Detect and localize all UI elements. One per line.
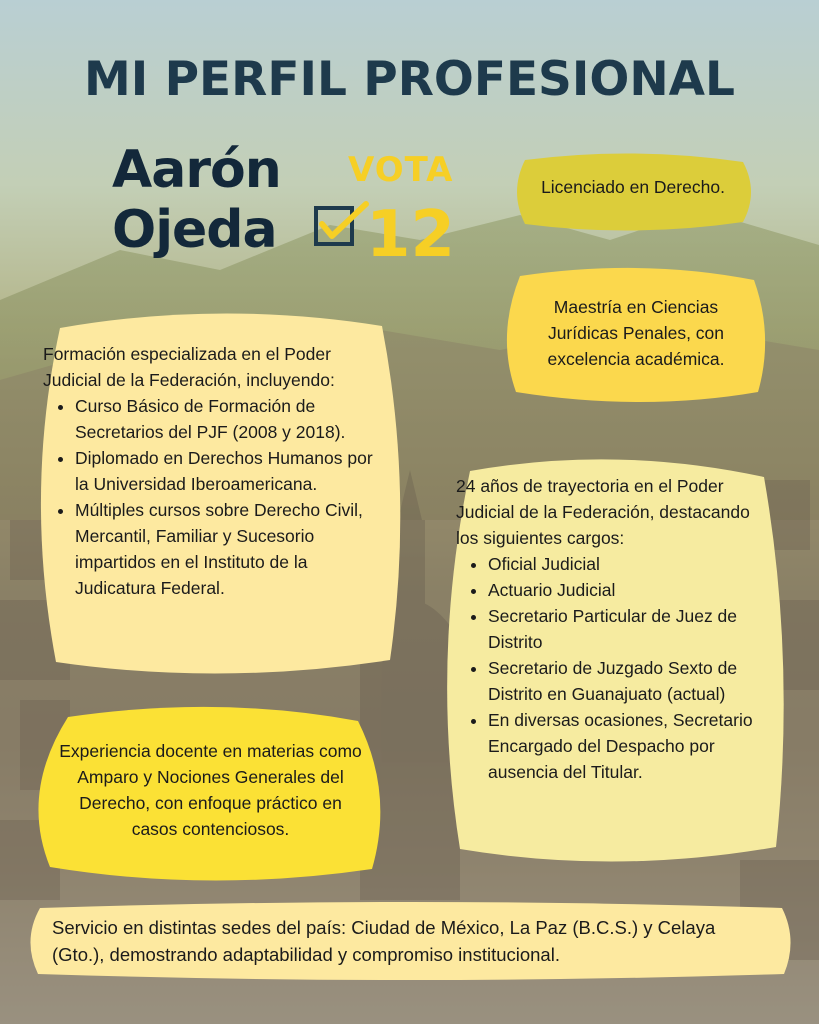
list-item: • Actuario Judicial: [488, 577, 774, 603]
list-item: • Múltiples cursos sobre Derecho Civil, Mercantil, Familiar y Sucesorio impartidos en el Instituto de la Judicatura Federal.: [75, 497, 383, 601]
page-title: MI PERFIL PROFESIONAL: [83, 52, 736, 107]
training-section: [43, 341, 383, 601]
degree-text: Licenciado en Derecho.: [541, 177, 725, 197]
list-item: • Curso Básico de Formación de Secretarios del PJF (2008 y 2018).: [75, 393, 383, 445]
career-section: [456, 473, 774, 785]
training-intro: Formación especializada en el Poder Judicial de la Federación, incluyendo:: [43, 344, 335, 390]
candidate-name: [112, 140, 312, 260]
service-text: Servicio en distintas sedes del país: Ciudad de México, La Paz (B.C.S.) y Celaya (Gto.), demostrando adaptabilidad y compromiso institucional.: [52, 917, 716, 965]
career-intro: 24 años de trayectoria en el Poder Judicial de la Federación, destacando los siguientes cargos:: [456, 476, 750, 548]
vote-number: 12: [366, 198, 456, 272]
teaching-text: Experiencia docente en materias como Amparo y Nociones Generales del Derecho, con enfoque práctico en casos contenciosos.: [59, 741, 362, 839]
checked-ballot-icon: [312, 198, 372, 250]
training-list: [43, 393, 383, 601]
list-item: • Secretario de Juzgado Sexto de Distrito en Guanajuato (actual): [488, 655, 774, 707]
list-item: • Oficial Judicial: [488, 551, 774, 577]
list-item: • Diplomado en Derechos Humanos por la Universidad Iberoamericana.: [75, 445, 383, 497]
list-item: • Secretario Particular de Juez de Distrito: [488, 603, 774, 655]
candidate-last-name: Ojeda: [112, 200, 277, 260]
candidate-first-name: Aarón: [112, 140, 281, 200]
career-list: [456, 551, 774, 785]
list-item: • En diversas ocasiones, Secretario Encargado del Despacho por ausencia del Titular.: [488, 707, 774, 785]
vote-label: VOTA: [348, 150, 454, 190]
masters-text: Maestría en Ciencias Jurídicas Penales, con excelencia académica.: [547, 297, 725, 369]
